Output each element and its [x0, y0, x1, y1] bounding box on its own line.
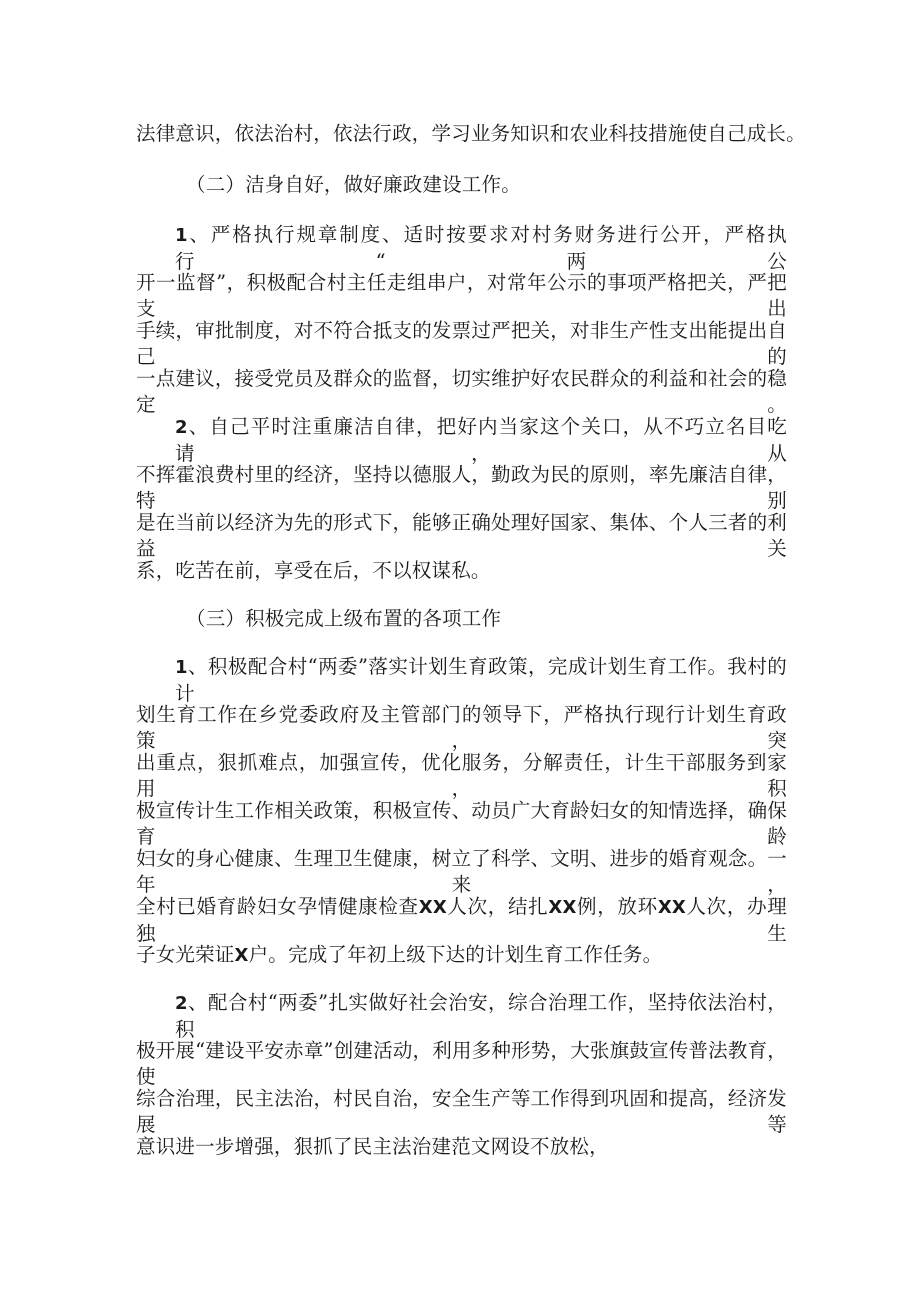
text-line	[136, 894, 787, 947]
text-line	[175, 990, 787, 1043]
text-run: 例，放环	[576, 895, 658, 918]
text-line	[175, 654, 787, 707]
text-line: 系，吃苦在前，享受在后，不以权谋私。	[136, 559, 491, 582]
text-line: 不挥霍浪费村里的经济，坚持以德服人，勤政为民的原则，率先廉洁自律，特别	[136, 463, 787, 512]
item-number: 2	[175, 417, 188, 438]
text-run: 全村已婚育龄妇女孕情健康检查	[136, 895, 419, 918]
text-run: 户。完成了年初上级下达的计划生育工作任务。	[248, 943, 663, 966]
text-line: 意识进一步增强，狠抓了民主法治建范文网设不放松，	[136, 1135, 609, 1158]
text-line	[175, 222, 787, 275]
count-value: XX	[418, 897, 447, 918]
section-heading: （二）洁身自好，做好廉政建设工作。	[186, 173, 521, 196]
text-run: 人次，结扎	[446, 895, 549, 918]
text-line	[136, 942, 662, 969]
text-line: 极宣传计生工作相关政策，积极宣传、动员广大育龄妇女的知情选择，确保育龄	[136, 799, 787, 848]
item-number: 2	[175, 993, 188, 1014]
text-run: 、积极配合村“两委”落实计划生育政策，完成计划生育工作。我村的计	[175, 655, 787, 705]
text-line: 是在当前以经济为先的形式下，能够正确处理好国家、集体、个人三者的利益关	[136, 511, 787, 560]
text-line: 划生育工作在乡党委政府及主管部门的领导下，严格执行现行计划生育政策，突	[136, 703, 787, 752]
text-line: 法律意识，依法治村，依法行政，学习业务知识和农业科技措施使自己成长。	[136, 122, 806, 145]
text-line	[175, 414, 787, 467]
text-run: 人次，办理独生	[136, 895, 787, 945]
text-run: 、严格执行规章制度、适时按要求对村务财务进行公开，严格执行“两公	[175, 223, 787, 273]
text-line: 妇女的身心健康、生理卫生健康，树立了科学、文明、进步的婚育观念。一年来，	[136, 847, 787, 896]
text-line: 手续，审批制度，对不符合抵支的发票过严把关，对非生产性支出能提出自己的	[136, 319, 787, 368]
section-heading: （三）积极完成上级布置的各项工作	[186, 607, 502, 630]
text-run: 子女光荣证	[136, 943, 235, 966]
count-value: XX	[657, 897, 686, 918]
item-number: 1	[175, 657, 188, 678]
item-number: 1	[175, 225, 188, 246]
text-line: 开一监督”，积极配合村主任走组串户，对常年公示的事项严格把关，严把支出	[136, 271, 787, 320]
count-value: XX	[548, 897, 577, 918]
text-line: 出重点，狠抓难点，加强宣传，优化服务，分解责任，计生干部服务到家用，积	[136, 751, 787, 800]
text-run: 、配合村“两委”扎实做好社会治安，综合治理工作，坚持依法治村，积	[175, 991, 787, 1041]
text-line: 极开展“建设平安赤章”创建活动，利用多种形势，大张旗鼓宣传普法教育，使	[136, 1039, 787, 1088]
text-run: 、自己平时注重廉洁自律，把好内当家这个关口，从不巧立名目吃请，从	[175, 415, 787, 465]
text-line: 一点建议，接受党员及群众的监督，切实维护好农民群众的利益和社会的稳定。	[136, 367, 787, 416]
count-value: X	[234, 945, 249, 966]
text-line: 综合治理，民主法治，村民自治，安全生产等工作得到巩固和提高，经济发展等	[136, 1087, 787, 1136]
